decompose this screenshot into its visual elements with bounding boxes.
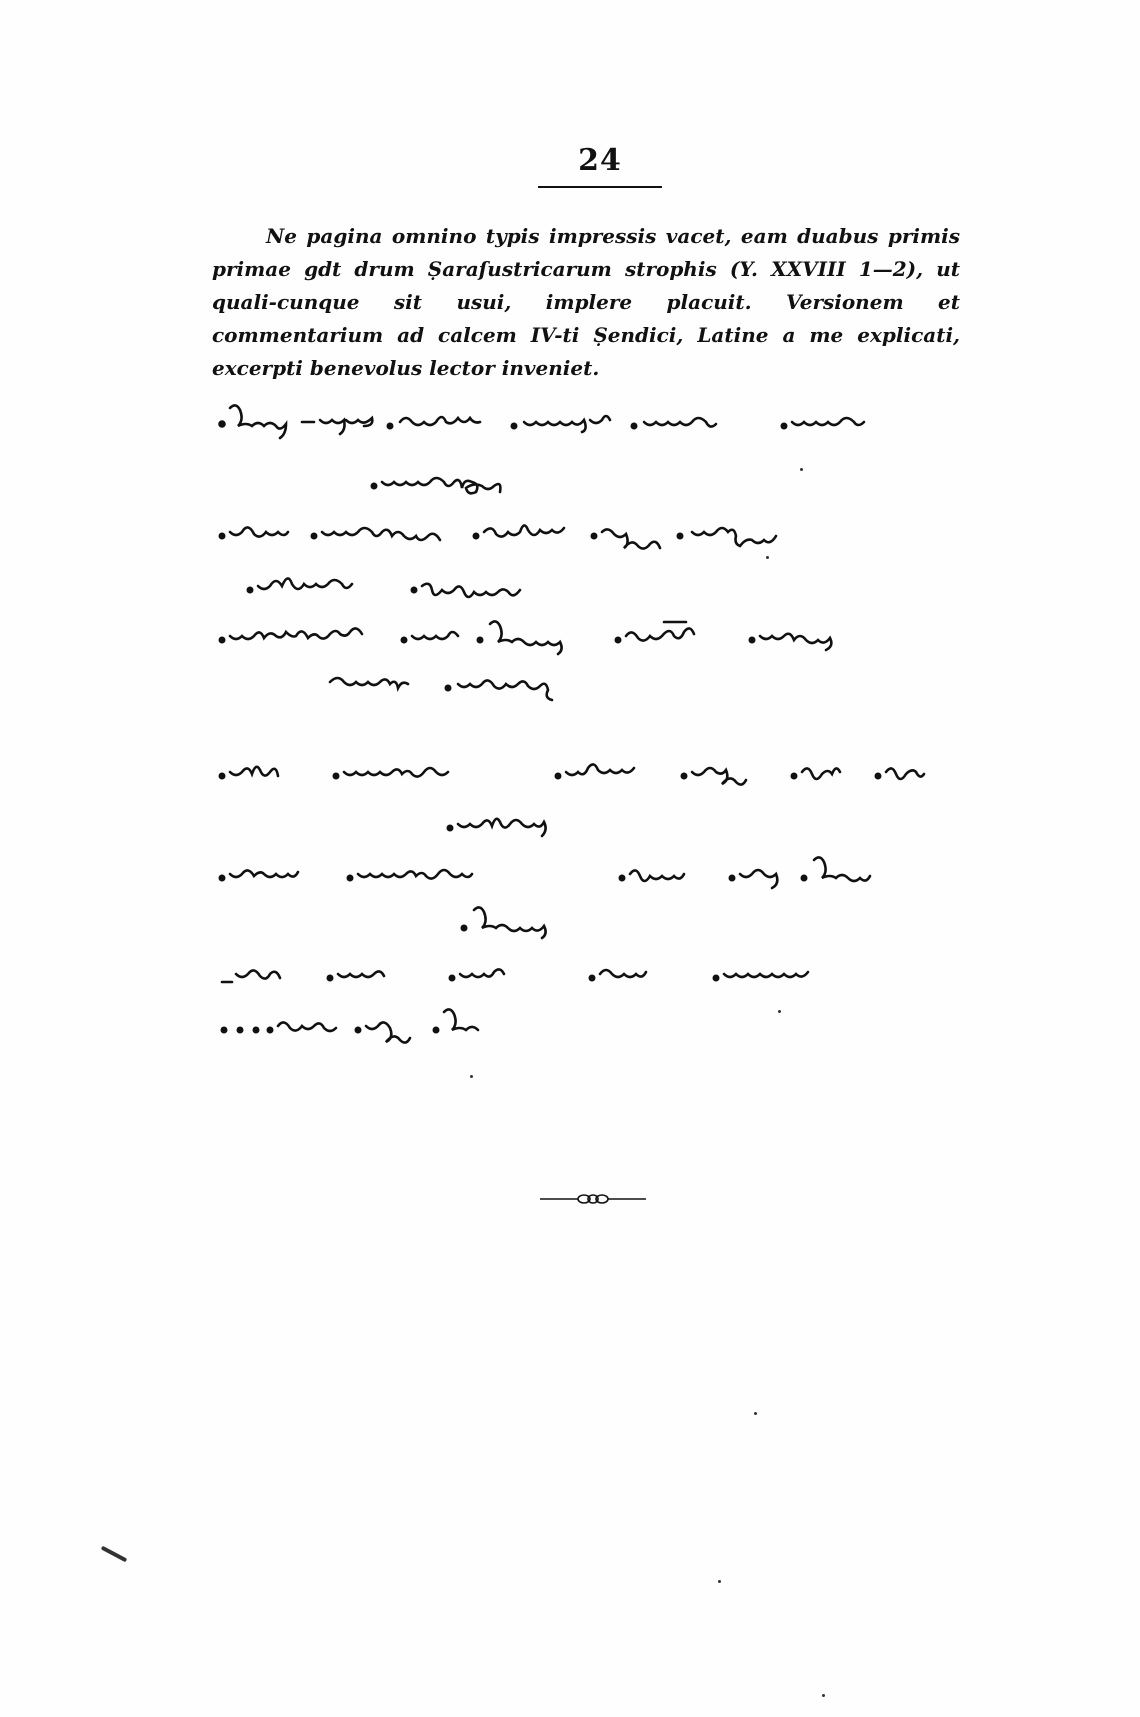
strophe-1-line-1 [218,398,958,442]
paper-speck [778,1010,781,1013]
paper-speck [718,1580,721,1583]
strophe-1-line-6 [324,660,604,704]
strophe-1-line-5 [218,612,958,656]
page-number: 24 [578,143,622,178]
strophe-1-line-2 [370,458,610,502]
strophe-2-line-4 [460,900,610,944]
intro-text: Ne pagina omnino typis impressis vacet, eam duabus primis primae gdt drum Ṣaraſustricarum strophis (Y. XXVIII 1—2), ut quali-cunque sit usui, implere placuit. Versionem et commentarium ad calcem IV-ti Ṣendici, Latine a me explicati, excerpti benevolus lector inveniet. [212,224,960,380]
strophe-2-line-3 [218,850,958,894]
strophe-2-line-6 [218,1002,618,1046]
paper-speck [766,556,769,559]
strophe-2-line-2 [446,800,636,844]
strophe-1-line-3 [218,508,958,552]
strophe-2-line-5 [218,950,958,994]
paper-speck [800,468,803,471]
paper-speck [754,1412,757,1415]
paper-speck [822,1694,825,1697]
strophe-2-line-1 [218,748,958,792]
paper-speck [470,1075,473,1078]
strophe-1-line-4 [246,562,606,606]
tailpiece-ornament [538,1192,648,1206]
